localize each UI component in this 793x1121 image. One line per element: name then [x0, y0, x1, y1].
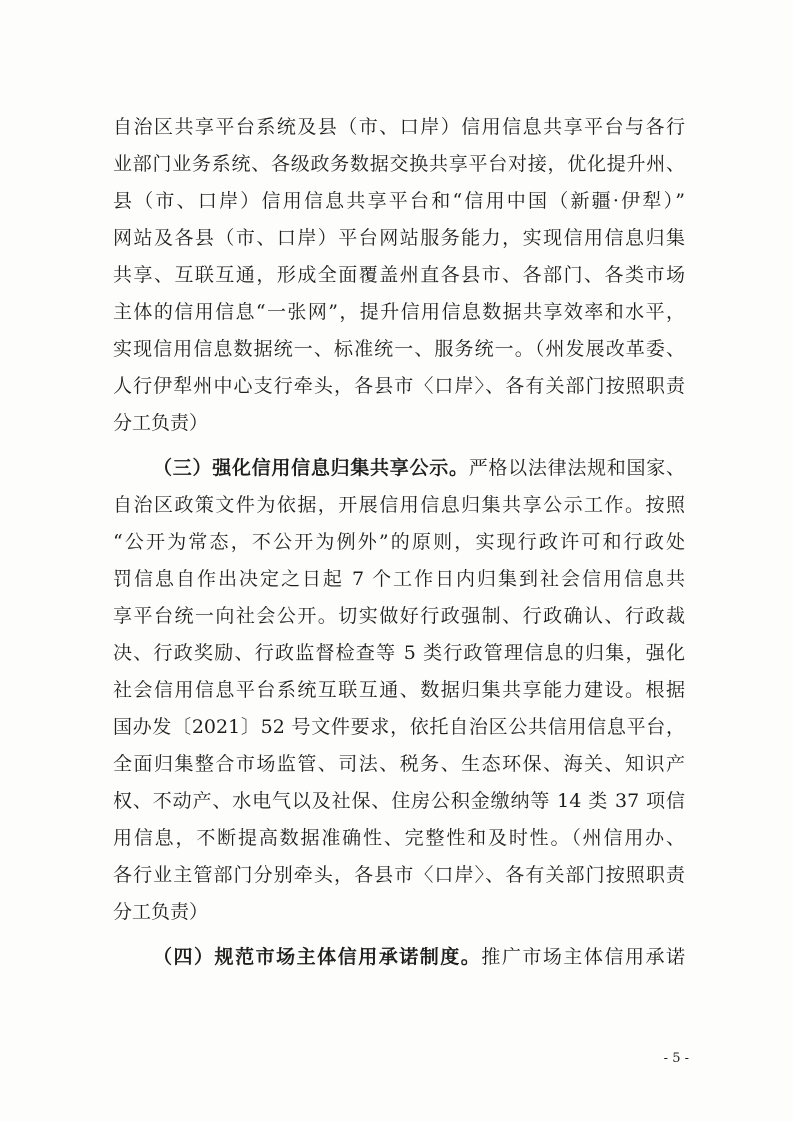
text-run: 严格以法律法规和国家、	[468, 457, 685, 479]
text-line: 享平台统一向社会公开。切实做好行政强制、行政确认、行政裁	[113, 605, 685, 627]
text-line: 分工负责）	[113, 901, 209, 923]
text-line: 自治区政策文件为依据，开展信用信息归集共享公示工作。按照	[113, 494, 685, 516]
paragraph-2	[113, 450, 685, 931]
text-line: 网站及各县（市、口岸）平台网站服务能力，实现信用信息归集	[113, 227, 685, 249]
text-line: 权、不动产、水电气以及社保、住房公积金缴纳等 14 类 37 项信	[113, 790, 685, 812]
text-line: 用信息，不断提高数据准确性、完整性和及时性。（州信用办、	[113, 827, 685, 849]
text-line: 人行伊犁州中心支行牵头，各县市〈口岸〉、各有关部门按照职责	[113, 375, 685, 397]
text-line: 分工负责）	[113, 412, 209, 434]
text-line: 共享、互联互通，形成全面覆盖州直各县市、各部门、各类市场	[113, 264, 685, 286]
text-line: 全面归集整合市场监管、司法、税务、生态环保、海关、知识产	[113, 753, 685, 775]
paragraph-1	[113, 109, 685, 442]
text-line: 各行业主管部门分别牵头，各县市〈口岸〉、各有关部门按照职责	[113, 864, 685, 886]
section-heading-3: （三）强化信用信息归集共享公示。	[153, 457, 469, 479]
text-line: 决、行政奖励、行政监督检查等 5 类行政管理信息的归集，强化	[113, 642, 685, 664]
text-line: 实现信用信息数据统一、标准统一、服务统一。（州发展改革委、	[113, 338, 685, 360]
text-line: 社会信用信息平台系统互联互通、数据归集共享能力建设。根据	[113, 679, 685, 701]
paragraph-3-first-line	[113, 939, 685, 976]
text-line: 国办发〔2021〕52 号文件要求，依托自治区公共信用信息平台，	[113, 716, 685, 738]
body-text	[113, 109, 685, 976]
text-line: “公开为常态，不公开为例外”的原则，实现行政许可和行政处	[113, 531, 685, 553]
text-line: 罚信息自作出决定之日起 7 个工作日内归集到社会信用信息共	[113, 568, 685, 590]
text-line: 县（市、口岸）信用信息共享平台和“信用中国（新疆·伊犁）”	[113, 190, 685, 212]
text-run: 推广市场主体信用承诺	[481, 946, 685, 968]
paragraph-2-first-line	[113, 450, 685, 487]
text-line: 业部门业务系统、各级政务数据交换共享平台对接，优化提升州、	[113, 153, 685, 175]
page-number: - 5 -	[663, 1051, 689, 1066]
text-line: 自治区共享平台系统及县（市、口岸）信用信息共享平台与各行	[113, 116, 685, 138]
section-heading-4: （四）规范市场主体信用承诺制度。	[153, 946, 482, 968]
paragraph-3	[113, 939, 685, 976]
text-line: 主体的信用信息“一张网”，提升信用信息数据共享效率和水平，	[113, 301, 685, 323]
